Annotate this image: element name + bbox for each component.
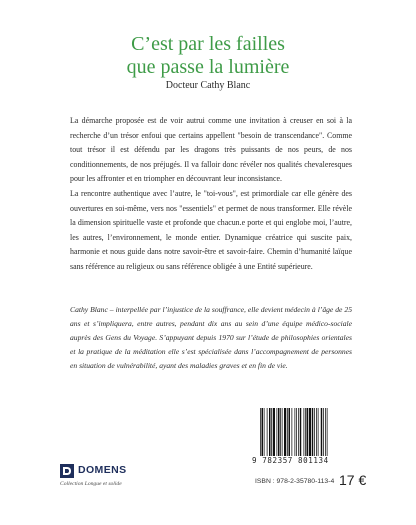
title-line-2: que passe la lumière [126,56,290,78]
blurb-paragraph-2: La rencontre authentique avec l’autre, le "toi-vous", est primordiale car elle génère des ouvertures en soi-même, vers nos "essentiels" et permet de nous transformer. Elle révèle la dimension spirituelle vaste et profonde que chacun.e porte et qui englobe moi, l’autre, les autres, l’environnement, le monde entier. Dynamique créatrice qui suscite paix, harmonie et nous guide dans notre savoir-être et savoir-faire. Chemin d’humanité laïque sans référence au religieux ou sans référence obligée à une Entité supérieure. [70,188,352,271]
publisher-name: DOMENS [78,464,127,476]
title-line-1: C’est par les failles [131,33,285,55]
author-name: Docteur Cathy Blanc [165,80,251,91]
price: 17 € [339,472,367,488]
author-bio: Cathy Blanc – interpellée par l’injustice de la souffrance, elle devient médecin à l’âge de 25 ans et s’impliquera, entre autres, pendant dix ans au sein d’une équipe médico-sociale auprès des Gens du Voyage. S’appuyant depuis 1970 sur l’étude de philosophies orientales et la pratique de la méditation elle s’est spécialisée dans l’accompagnement de personnes en situation de vulnérabilité, ayant des maladies graves et en fin de vie. [70,305,352,370]
barcode-bars [258,408,366,458]
isbn: ISBN : 978-2-35780-113-4 [255,478,335,485]
barcode [258,408,366,458]
book-title [0,33,416,79]
barcode-digits: 9 782357 801134 [252,456,329,465]
blurb [70,114,352,275]
blurb-paragraph-1: La démarche proposée est de voir autrui comme une invitation à creuser en soi à la recherche d’un trésor enfoui que certains appellent "besoin de transcendance". Comme tout trésor il est défendu par les dragons très puissants de nos peurs, de nos conditionnements, de nos préjugés. Il va falloir donc révéler nos qualités chevaleresques pour les affronter et en triompher en découvrant leur inconsistance. [70,116,352,184]
publisher-collection: Collection Longue et solide [60,481,122,487]
domens-logo-icon [60,464,74,478]
